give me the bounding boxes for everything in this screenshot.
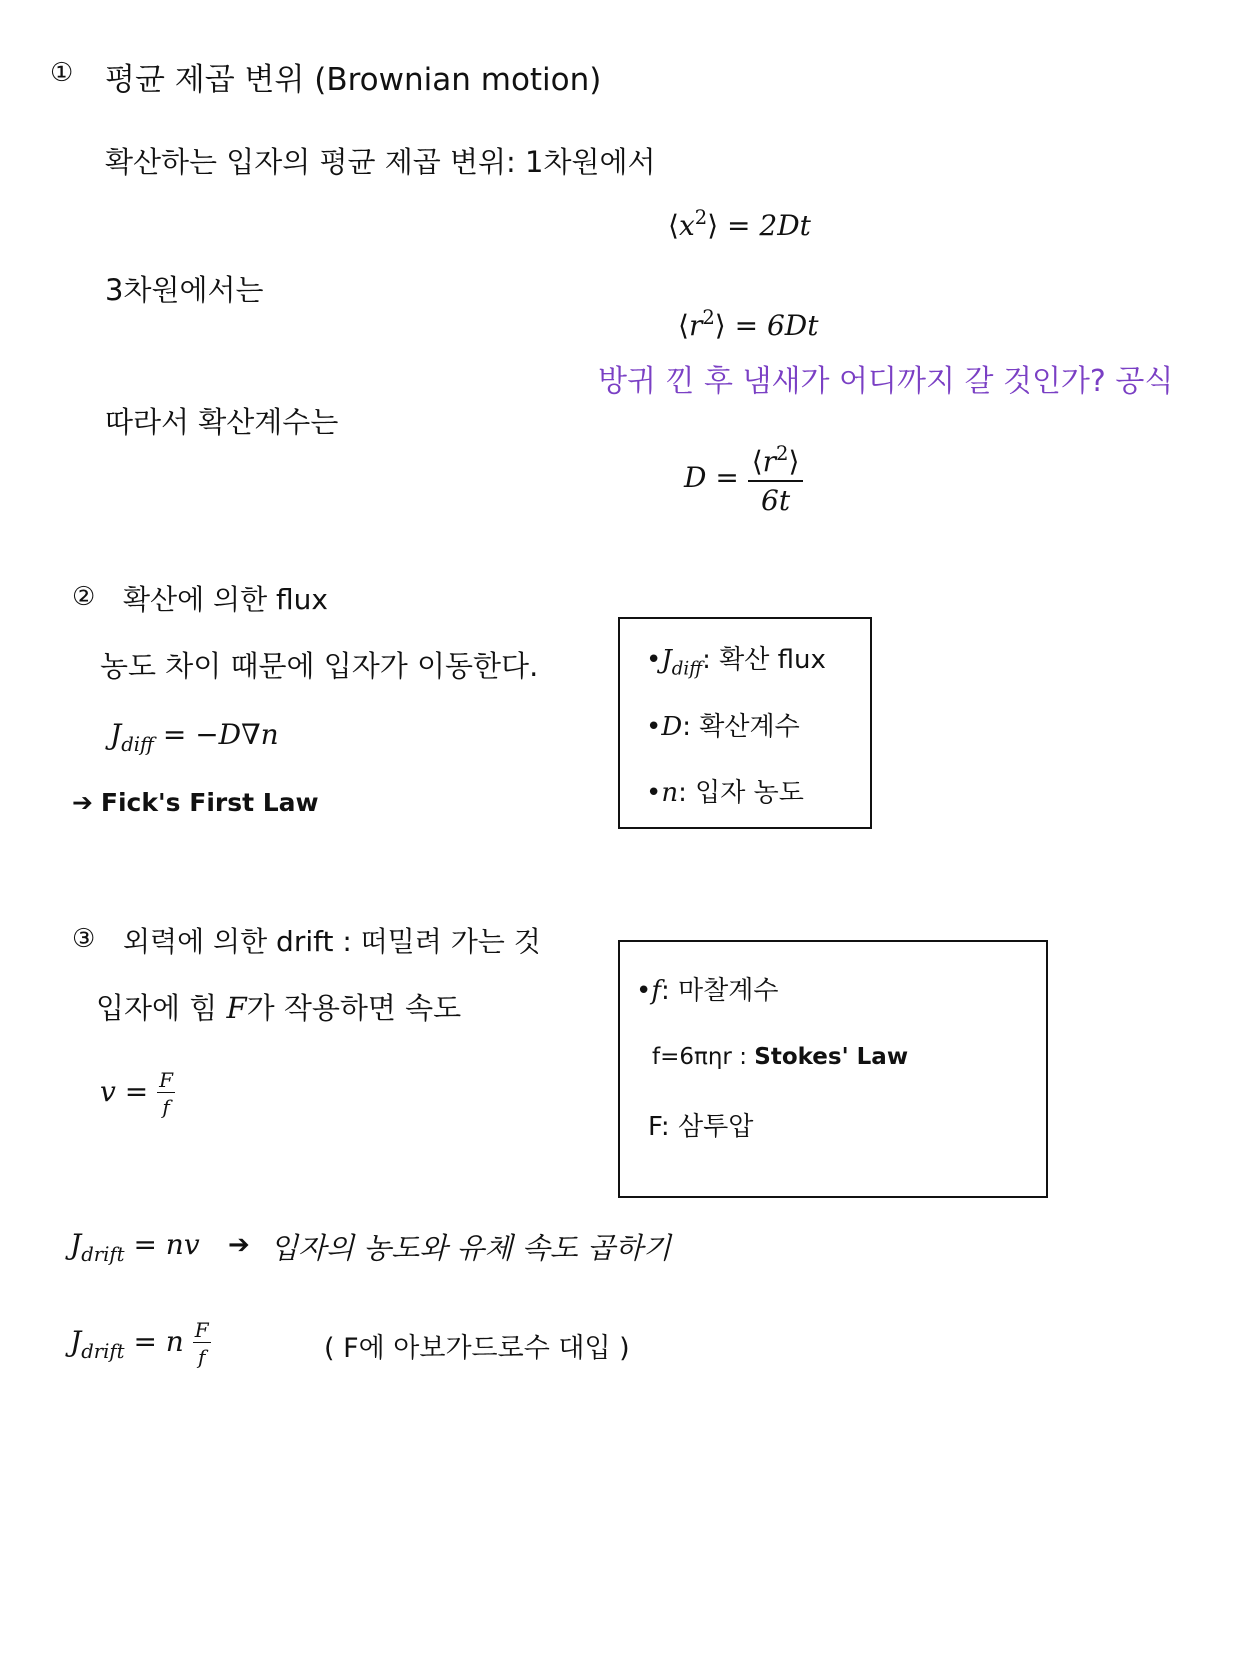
velocity-lhs: v =: [100, 1075, 149, 1108]
section-1-therefore: 따라서 확산계수는: [105, 405, 339, 439]
fick-law-label: Fick's First Law: [100, 788, 319, 817]
velocity-numerator: F: [159, 1068, 173, 1092]
fick-rhs: = −D∇n: [153, 718, 279, 751]
box1-text-2: : 확산계수: [682, 712, 800, 742]
section-1-title: 평균 제곱 변위 (Brownian motion): [105, 62, 602, 98]
box1-text-3: : 입자 농도: [678, 778, 804, 808]
drift-flux-force-equation: [70, 1318, 211, 1369]
box1-var-j: J: [661, 645, 672, 675]
velocity-denominator: f: [162, 1095, 170, 1119]
drift2-fraction: [193, 1318, 211, 1369]
drift-definitions-box: [618, 940, 1048, 1198]
box2-line-3: [648, 1106, 753, 1143]
section-1-3d-label: 3차원에서는: [105, 273, 264, 307]
drift-j: J: [70, 1228, 82, 1261]
box2-text-2: f=6πηr :: [652, 1044, 755, 1070]
eq3-num-exp: 2: [776, 442, 789, 465]
box2-text-1: : 마찰계수: [660, 976, 779, 1006]
fick-j: J: [110, 718, 122, 751]
drift2-numerator: F: [194, 1318, 209, 1342]
box1-var-n: n: [661, 778, 679, 808]
box1-text-1: : 확산 flux: [702, 645, 826, 675]
box1-line-1: [646, 639, 826, 679]
section-2-text: 농도 차이 때문에 입자가 이동한다.: [100, 649, 539, 683]
drift-sub: drift: [81, 1242, 125, 1266]
eq2-rhs: = 6Dt: [734, 308, 819, 342]
eq1-exp: 2: [694, 206, 708, 229]
bullet: •: [646, 712, 662, 742]
flux-definitions-box: [618, 617, 872, 829]
drift2-denominator: f: [197, 1345, 206, 1369]
box1-line-2: [646, 706, 800, 743]
eq2-var: r: [688, 308, 703, 342]
bullet: •: [646, 645, 662, 675]
msd-1d-equation: $⟨x^2⟩ = 2Dt$: [668, 206, 811, 242]
section-1-intro: 확산하는 입자의 평균 제곱 변위: 1차원에서: [105, 145, 656, 179]
eq2-exp: 2: [702, 306, 715, 329]
eq3-lhs: D =: [684, 460, 739, 494]
s3-text-a: 입자에 힘: [96, 991, 227, 1025]
section-3-number: ③: [72, 924, 96, 954]
bullet: •: [646, 778, 662, 808]
velocity-equation: [100, 1068, 175, 1119]
drift-arrow-icon: ➔: [228, 1230, 250, 1260]
drift2-mid: = n: [124, 1325, 184, 1358]
section-1-number: ①: [50, 58, 74, 88]
fick-arrow-icon: ➔: [72, 788, 93, 817]
section-2-number: ②: [72, 582, 96, 612]
eq3-denominator: 6t: [761, 483, 791, 517]
fick-law-line: [72, 788, 319, 817]
section-3-title: 외력에 의한 drift : 떠밀려 가는 것: [123, 925, 541, 958]
s3-text-var: F: [226, 991, 247, 1025]
box2-text-3: F: 삼투압: [648, 1112, 754, 1142]
diffusion-coefficient-equation: [684, 442, 803, 517]
box1-var-d: D: [661, 712, 683, 742]
s3-text-b: 가 작용하면 속도: [246, 991, 462, 1025]
fick-equation: [110, 718, 279, 756]
box2-var-f: f: [651, 976, 661, 1006]
velocity-fraction: [157, 1068, 175, 1119]
section-3-text: [96, 986, 461, 1027]
drift-flux-equation: [70, 1228, 200, 1266]
box1-line-3: [646, 772, 804, 809]
drift2-sub: drift: [81, 1339, 125, 1363]
drift-note: 입자의 농도와 유체 속도 곱하기: [270, 1231, 672, 1265]
drift2-j: J: [70, 1325, 82, 1358]
bullet: •: [636, 976, 652, 1006]
box2-line-2: [652, 1044, 908, 1070]
eq3-num-var: r: [762, 444, 777, 478]
msd-3d-equation: $⟨r^2⟩ = 6Dt$: [678, 306, 819, 342]
handwritten-note: 방귀 낀 후 냄새가 어디까지 갈 것인가? 공식: [598, 364, 1174, 399]
fick-sub: diff: [121, 732, 154, 756]
eq1-var: x: [678, 208, 695, 242]
eq3-numerator: $⟨r^2⟩$: [748, 442, 804, 482]
eq1-rhs: = 2Dt: [727, 208, 811, 242]
stokes-law-label: Stokes' Law: [754, 1044, 909, 1070]
box2-line-1: [636, 970, 778, 1007]
eq3-fraction: [748, 442, 804, 517]
box1-sub: diff: [671, 658, 703, 680]
drift-rhs: = nv: [124, 1228, 200, 1261]
avogadro-note: ( F에 아보가드로수 대입 ): [324, 1333, 630, 1364]
section-2-title: 확산에 의한 flux: [123, 583, 328, 616]
